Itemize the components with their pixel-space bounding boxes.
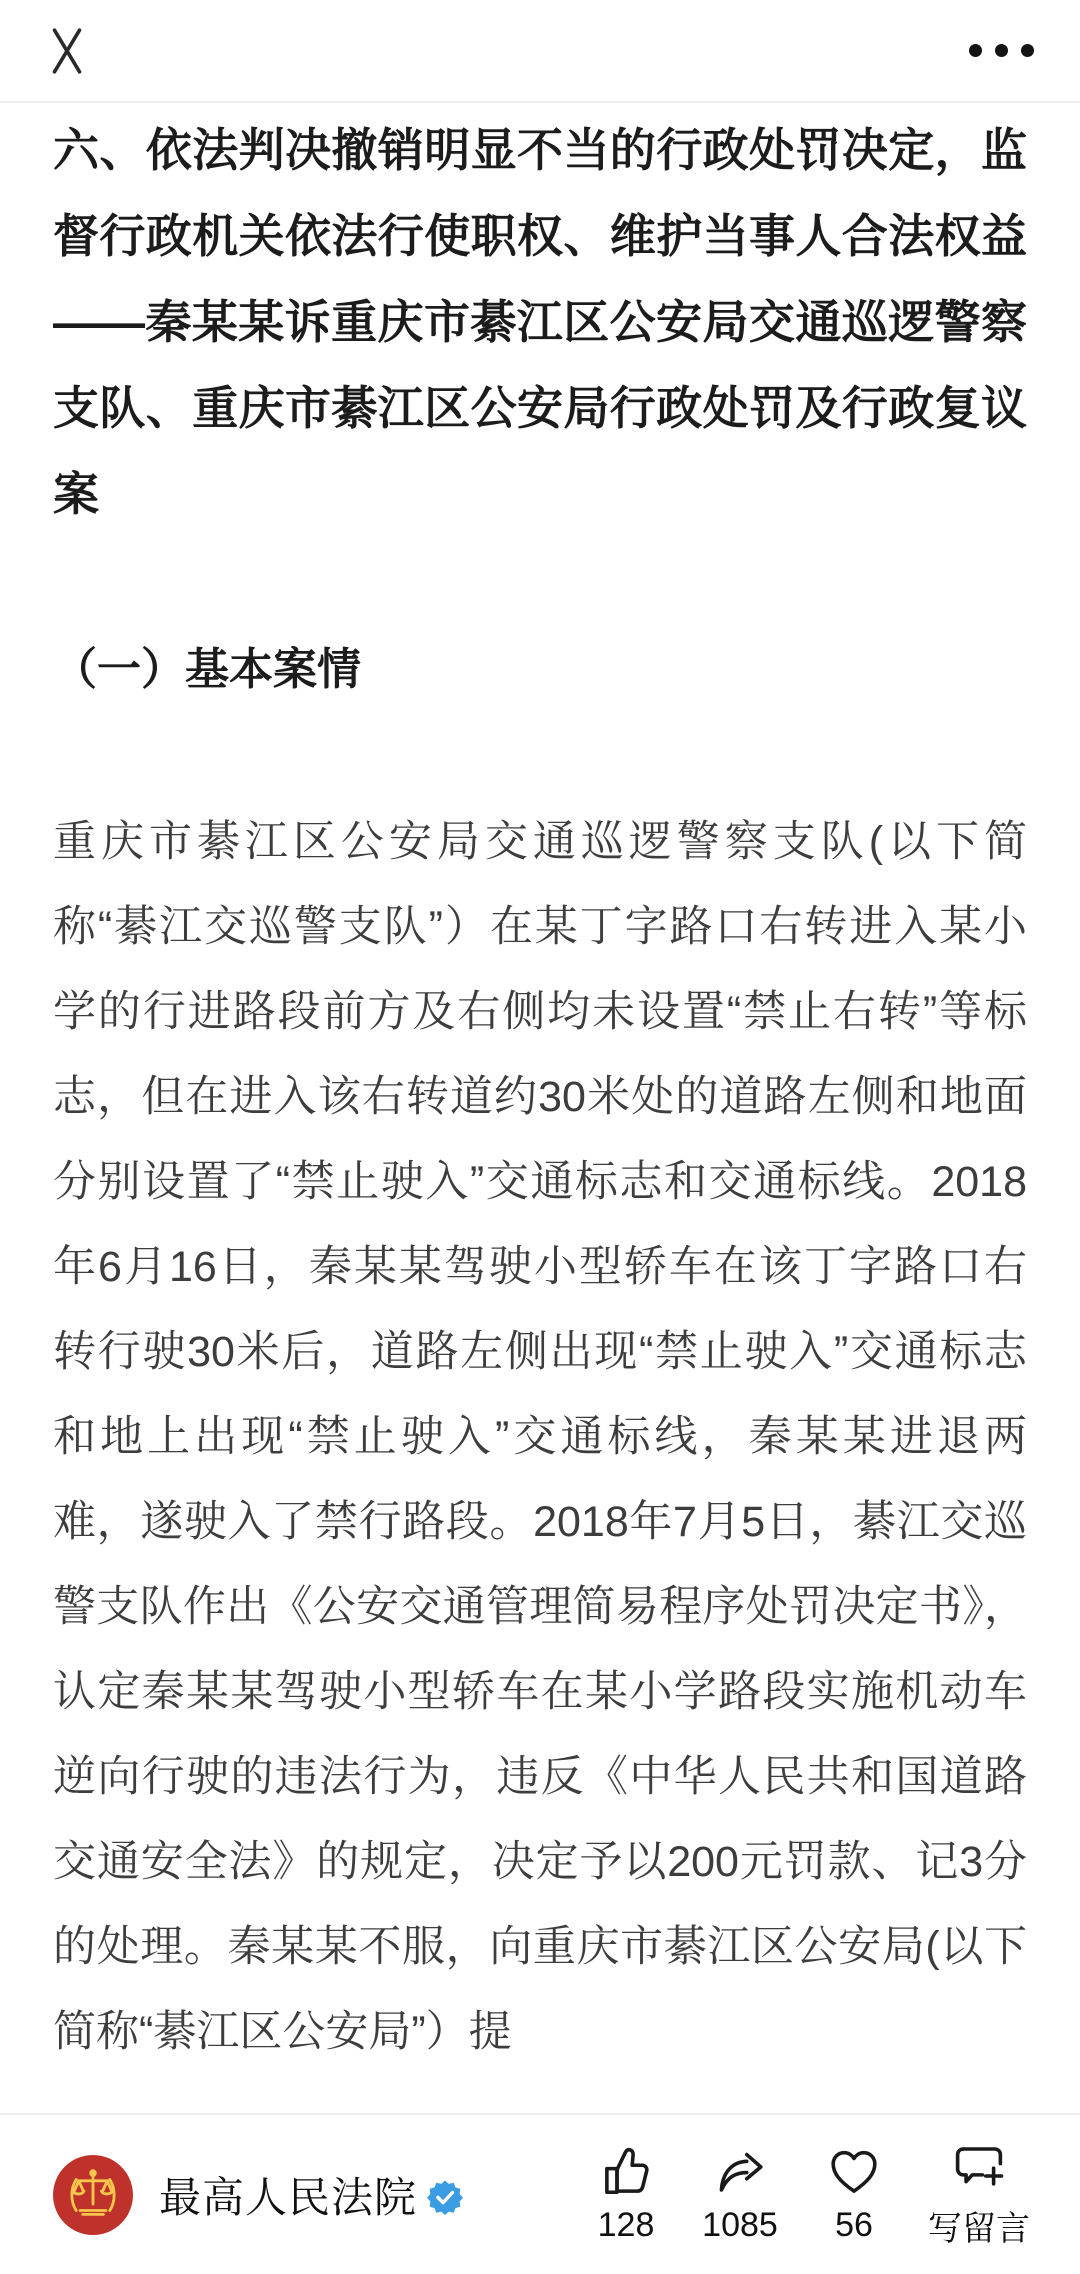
- favorite-count: 56: [835, 2205, 873, 2244]
- court-logo-avatar: [53, 2155, 133, 2235]
- share-arrow-icon: [713, 2145, 767, 2199]
- comment-button[interactable]: [928, 2140, 1030, 2250]
- account-name: 最高人民法院: [159, 2165, 463, 2225]
- article-content: [0, 103, 1080, 2113]
- share-button[interactable]: [700, 2145, 780, 2245]
- article-title: 六、依法判决撤销明显不当的行政处罚决定，监督行政机关依法行使职权、维护当事人合法权益——秦某某诉重庆市綦江区公安局交通巡逻警察支队、重庆市綦江区公安局行政处罚及行政复议案: [53, 124, 1027, 520]
- thumbs-up-icon: [599, 2145, 653, 2199]
- close-icon[interactable]: [42, 23, 92, 79]
- account-link[interactable]: [53, 2155, 463, 2235]
- footer-bar: [0, 2113, 1080, 2274]
- verified-badge-icon: [427, 2179, 463, 2215]
- like-button[interactable]: [586, 2145, 666, 2245]
- article-paragraph: 重庆市綦江区公安局交通巡逻警察支队(以下简称“綦江交巡警支队”）在某丁字路口右转进入某小学的行进路段前方及右侧均未设置“禁止右转”等标志，但在进入该右转道约30米处的道路左侧和地面分别设置了“禁止驶入”交通标志和交通标线。2018年6月16日，秦某某驾驶小型轿车在该丁字路口右转行驶30米后，道路左侧出现“禁止驶入”交通标志和地上出现“禁止驶入”交通标线，秦某某进退两难，遂驶入了禁行路段。2018年7月5日，綦江交巡警支队作出《公安交通管理简易程序处罚决定书》，认定秦某某驾驶小型轿车在某小学路段实施机动车逆向行驶的违法行为，违反《中华人民共和国道路交通安全法》的规定，决定予以200元罚款、记3分的处理。秦某某不服，向重庆市綦江区公安局(以下简称“綦江区公安局”）提: [53, 818, 1027, 2056]
- comment-plus-icon: [952, 2140, 1006, 2194]
- share-count: 1085: [702, 2205, 778, 2244]
- top-bar: [0, 0, 1080, 103]
- section-heading: （一）基本案情: [53, 645, 361, 694]
- more-icon[interactable]: [965, 34, 1038, 67]
- favorite-button[interactable]: [814, 2145, 894, 2245]
- action-bar: [586, 2140, 1030, 2250]
- comment-label: 写留言: [928, 2209, 1030, 2248]
- scales-emblem-icon: [62, 2164, 124, 2226]
- like-count: 128: [597, 2205, 655, 2244]
- heart-icon: [827, 2145, 881, 2199]
